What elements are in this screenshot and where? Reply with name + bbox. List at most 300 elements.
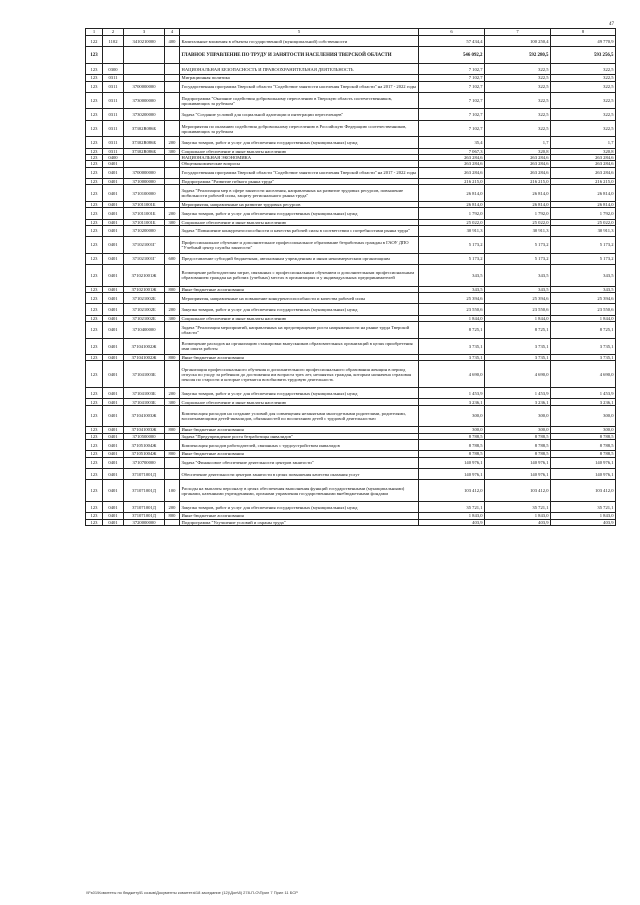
value-col-8: 1 792,0 (551, 208, 616, 219)
col-header: 2 (103, 29, 124, 36)
description: Обеспечение деятельности центров занятости в целях повышения качества оказания услуг (180, 469, 419, 480)
value-col-8: 23 550,6 (551, 304, 616, 315)
target-code: 371021001Г (124, 253, 165, 264)
admin-code: 123 (86, 338, 103, 355)
description: НАЦИОНАЛЬНАЯ ЭКОНОМИКА (180, 155, 419, 161)
section-code: 0311 (103, 137, 124, 148)
section-code: 0401 (103, 253, 124, 264)
expense-type: 300 (165, 148, 180, 154)
admin-code: 123 (86, 155, 103, 161)
target-code: 37302R086Б (124, 137, 165, 148)
description: Миграционная политика (180, 75, 419, 81)
admin-code: 123 (86, 292, 103, 303)
section-code: 0401 (103, 225, 124, 236)
admin-code: 123 (86, 480, 103, 502)
section-code: 0311 (103, 148, 124, 154)
target-code: 371011001Б (124, 208, 165, 219)
value-col-7: 100 250,4 (485, 36, 551, 47)
section-code: 0401 (103, 315, 124, 321)
expense-type (165, 81, 180, 92)
value-col-6: 57 434,4 (419, 36, 485, 47)
section-code: 0401 (103, 338, 124, 355)
value-col-6: 7 102,7 (419, 63, 485, 74)
value-col-6: 7 102,7 (419, 92, 485, 109)
expense-type: 800 (165, 513, 180, 519)
budget-table (85, 28, 616, 526)
admin-code: 123 (86, 201, 103, 207)
section-code: 0401 (103, 355, 124, 361)
value-col-6: 263 284,6 (419, 161, 485, 167)
table-row (86, 405, 616, 427)
value-col-8: 49 770,9 (551, 36, 616, 47)
section-code: 0401 (103, 201, 124, 207)
value-col-7: 8 788,5 (485, 451, 551, 457)
value-col-7: 343,5 (485, 286, 551, 292)
value-col-8: 3 236,1 (551, 399, 616, 405)
description: Закупка товаров, работ и услуг для обеспечения государственных (муниципальных) нужд (180, 501, 419, 512)
description: Возмещение работодателям затрат, связанных с профессиональным обучением и дополнительным профессиональным образованием граждан на рабочих (учебных) местах в организациях и у индивидуальных предпринимателей (180, 265, 419, 287)
expense-type (165, 109, 180, 120)
table-row (86, 137, 616, 148)
section-code: 0401 (103, 361, 124, 388)
value-col-7: 263 284,6 (485, 161, 551, 167)
value-col-7: 23 550,6 (485, 304, 551, 315)
admin-code: 123 (86, 47, 103, 64)
value-col-6: 403,9 (419, 519, 485, 525)
admin-code: 123 (86, 322, 103, 339)
table-row (86, 457, 616, 468)
target-code: 3410210000 (124, 36, 165, 47)
value-col-6: 7 102,7 (419, 109, 485, 120)
value-col-8: 30 911,3 (551, 225, 616, 236)
value-col-7: 1,7 (485, 137, 551, 148)
expense-type (165, 457, 180, 468)
value-col-8: 300,0 (551, 427, 616, 433)
section-code: 0311 (103, 120, 124, 137)
value-col-8: 26 814,0 (551, 201, 616, 207)
section-code: 0401 (103, 405, 124, 427)
value-col-7: 322,5 (485, 109, 551, 120)
description: Закупка товаров, работ и услуг для обеспечения государственных (муниципальных) нужд (180, 304, 419, 315)
admin-code: 123 (86, 148, 103, 154)
section-code: 0401 (103, 399, 124, 405)
col-header: 7 (485, 29, 551, 36)
value-col-7: 300,0 (485, 427, 551, 433)
value-col-8: 263 284,6 (551, 167, 616, 178)
admin-code: 122 (86, 36, 103, 47)
section-code: 0401 (103, 208, 124, 219)
description: Социальное обеспечение и иные выплаты населению (180, 315, 419, 321)
section-code: 0300 (103, 63, 124, 74)
value-col-7: 1 844,0 (485, 315, 551, 321)
value-col-8: 140 976,1 (551, 469, 616, 480)
value-col-6: 23 550,6 (419, 304, 485, 315)
expense-type (165, 185, 180, 202)
col-header: 6 (419, 29, 485, 36)
description: Мероприятия, направленные на развитие трудовых ресурсов (180, 201, 419, 207)
col-header: 5 (180, 29, 419, 36)
value-col-6: 5 173,2 (419, 237, 485, 254)
value-col-8: 322,5 (551, 120, 616, 137)
value-col-6: 300,0 (419, 405, 485, 427)
value-col-6: 30 911,3 (419, 225, 485, 236)
value-col-6: 1 792,0 (419, 208, 485, 219)
table-row (86, 388, 616, 399)
value-col-8: 263 284,6 (551, 161, 616, 167)
target-code: 371011001Б (124, 201, 165, 207)
admin-code: 123 (86, 109, 103, 120)
target-code: 3710400000 (124, 322, 165, 339)
value-col-6: 300,0 (419, 427, 485, 433)
value-col-7: 403,9 (485, 519, 551, 525)
description: Социальное обеспечение и иные выплаты населению (180, 148, 419, 154)
admin-code: 123 (86, 355, 103, 361)
value-col-6: 8 725,1 (419, 322, 485, 339)
value-col-8: 3 735,1 (551, 338, 616, 355)
admin-code: 123 (86, 92, 103, 109)
value-col-7: 103 412,0 (485, 480, 551, 502)
section-code: 0401 (103, 513, 124, 519)
value-col-8: 322,5 (551, 75, 616, 81)
description: Закупка товаров, работ и услуг для обеспечения государственных (муниципальных) нужд (180, 388, 419, 399)
target-code: 3730000000 (124, 92, 165, 109)
value-col-7: 592 280,5 (485, 47, 551, 64)
admin-code: 123 (86, 433, 103, 439)
value-col-7: 3 236,1 (485, 399, 551, 405)
admin-code: 123 (86, 237, 103, 254)
expense-type (165, 439, 180, 450)
target-code: 371021001Г (124, 237, 165, 254)
description: Иные бюджетные ассигнования (180, 286, 419, 292)
table-row (86, 208, 616, 219)
description: Компенсация расходов работодателей, связанных с трудоустройством инвалидов (180, 439, 419, 450)
description: Возмещение расходов на организацию стажировки выпускников образовательных организаций в целях приобретения ими опыта работы (180, 338, 419, 355)
description: Задача "Реализация мер в сфере занятости населения, направленных на развитие трудовых ресурсов, повышение мобильности рабочей силы, защиту регионального рынка труда" (180, 185, 419, 202)
value-col-8: 403,9 (551, 519, 616, 525)
description: Закупка товаров, работ и услуг для обеспечения государственных (муниципальных) нужд (180, 137, 419, 148)
value-col-7: 263 284,6 (485, 155, 551, 161)
value-col-7: 26 814,0 (485, 185, 551, 202)
description: Закупка товаров, работ и услуг для обеспечения государственных (муниципальных) нужд (180, 208, 419, 219)
target-code: 3700000000 (124, 167, 165, 178)
section-code: 0400 (103, 155, 124, 161)
value-col-6: 263 284,6 (419, 167, 485, 178)
expense-type: 200 (165, 501, 180, 512)
description: Государственная программа Тверской области "Содействие занятости населения Тверской области" на 2017 - 2022 годы (180, 167, 419, 178)
expense-type (165, 167, 180, 178)
admin-code: 123 (86, 253, 103, 264)
table-row (86, 322, 616, 339)
value-col-8: 593 256,5 (551, 47, 616, 64)
section-code: 0401 (103, 265, 124, 287)
target-code (124, 47, 165, 64)
expense-type (165, 361, 180, 388)
value-col-8: 1 453,9 (551, 388, 616, 399)
value-col-7: 343,5 (485, 265, 551, 287)
admin-code: 123 (86, 399, 103, 405)
table-row (86, 237, 616, 254)
section-code: 0401 (103, 480, 124, 502)
value-col-8: 25 394,6 (551, 292, 616, 303)
expense-type (165, 225, 180, 236)
target-code: 3710200000 (124, 225, 165, 236)
target-code: 371021002Б (124, 315, 165, 321)
value-col-7: 263 284,6 (485, 167, 551, 178)
value-col-6: 216 215,0 (419, 179, 485, 185)
value-col-6: 7 067,3 (419, 148, 485, 154)
section-code: 0401 (103, 388, 124, 399)
target-code: 3710000000 (124, 179, 165, 185)
value-col-7: 30 911,3 (485, 225, 551, 236)
description: Социальное обеспечение и иные выплаты населению (180, 399, 419, 405)
target-code: 371021001Ж (124, 265, 165, 287)
admin-code: 123 (86, 501, 103, 512)
section-code: 0311 (103, 75, 124, 81)
value-col-8: 26 814,0 (551, 185, 616, 202)
expense-type (165, 519, 180, 525)
target-code: 3720000000 (124, 519, 165, 525)
target-code: 371021002Б (124, 304, 165, 315)
target-code: 371021001Ж (124, 286, 165, 292)
value-col-7: 322,5 (485, 75, 551, 81)
table-row (86, 519, 616, 525)
expense-type: 300 (165, 315, 180, 321)
value-col-8: 322,5 (551, 63, 616, 74)
table-row (86, 304, 616, 315)
value-col-6: 140 976,1 (419, 469, 485, 480)
section-code: 0401 (103, 167, 124, 178)
admin-code: 123 (86, 439, 103, 450)
target-code: 371021002Б (124, 292, 165, 303)
admin-code: 123 (86, 75, 103, 81)
value-col-8: 343,5 (551, 286, 616, 292)
value-col-7: 140 976,1 (485, 457, 551, 468)
target-code: 3710700000 (124, 457, 165, 468)
admin-code: 123 (86, 304, 103, 315)
table-row (86, 185, 616, 202)
admin-code: 123 (86, 185, 103, 202)
value-col-6: 1 843,0 (419, 513, 485, 519)
section-code: 0401 (103, 433, 124, 439)
value-col-7: 1 843,0 (485, 513, 551, 519)
description: Капитальные вложения в объекты государственной (муниципальной) собственности (180, 36, 419, 47)
table-row (86, 109, 616, 120)
section-code: 0401 (103, 469, 124, 480)
description: Задача "Реализация мероприятий, направленных на предотвращение роста напряженности на рынке труда Тверской области" (180, 322, 419, 339)
value-col-6: 26 814,0 (419, 185, 485, 202)
expense-type (165, 265, 180, 287)
value-col-7: 216 215,0 (485, 179, 551, 185)
admin-code: 123 (86, 361, 103, 388)
section-code: 0401 (103, 501, 124, 512)
description: Расходы на выплаты персоналу в целях обеспечения выполнения функций государственными (муниципальными) органами, казенными учреждениями, органами управления государственными внебюджетными фондами (180, 480, 419, 502)
value-col-8: 300,0 (551, 405, 616, 427)
value-col-8: 1 843,0 (551, 513, 616, 519)
value-col-6: 103 412,0 (419, 480, 485, 502)
target-code (124, 63, 165, 74)
footer-file-path: \\Fs01\Комитеты по бюджету\Б созыв\Документы комитета\18 заседание (12)\Доп\8) 278-П-О\Прил 7 Прил 11 БСР (86, 890, 298, 895)
table-row (86, 253, 616, 264)
col-header: 3 (124, 29, 165, 36)
table-body (86, 36, 616, 526)
value-col-8: 5 173,2 (551, 253, 616, 264)
value-col-6: 4 690,0 (419, 361, 485, 388)
description: Профессиональное обучение и дополнительное профессиональное образование безработных граждан в ГАОУ ДПО "Учебный центр службы занятости" (180, 237, 419, 254)
table-row (86, 120, 616, 137)
table-row (86, 63, 616, 74)
expense-type (165, 338, 180, 355)
expense-type: 200 (165, 208, 180, 219)
table-row (86, 81, 616, 92)
value-col-8: 263 284,6 (551, 155, 616, 161)
value-col-8: 322,5 (551, 109, 616, 120)
value-col-7: 35 721,1 (485, 501, 551, 512)
expense-type: 800 (165, 427, 180, 433)
admin-code: 123 (86, 286, 103, 292)
value-col-6: 7 102,7 (419, 120, 485, 137)
value-col-7: 25 394,6 (485, 292, 551, 303)
value-col-8: 140 976,1 (551, 457, 616, 468)
value-col-8: 8 788,5 (551, 451, 616, 457)
target-code: 371041003Ж (124, 405, 165, 427)
target-code: 371071001Д (124, 501, 165, 512)
value-col-8: 1,7 (551, 137, 616, 148)
value-col-6: 343,5 (419, 265, 485, 287)
section-code: 0311 (103, 92, 124, 109)
target-code: 3710100000 (124, 185, 165, 202)
description: Мероприятия по оказанию содействия добровольному переселению в Российскую Федерацию соотечественников, проживающих за рубежом (180, 120, 419, 137)
section-code: 0401 (103, 427, 124, 433)
value-col-8: 216 215,0 (551, 179, 616, 185)
value-col-6: 25 022,0 (419, 219, 485, 225)
description: Иные бюджетные ассигнования (180, 451, 419, 457)
value-col-6: 25 394,6 (419, 292, 485, 303)
expense-type (165, 469, 180, 480)
table-row (86, 439, 616, 450)
admin-code: 123 (86, 120, 103, 137)
value-col-6: 35,4 (419, 137, 485, 148)
table-row (86, 292, 616, 303)
section-code: 0311 (103, 109, 124, 120)
section-code: 0401 (103, 237, 124, 254)
description: Социальное обеспечение и иные выплаты населению (180, 219, 419, 225)
col-header: 1 (86, 29, 103, 36)
description: Задача "Повышение конкурентоспособности и качества рабочей силы в соответствии с потребностями рынка труда" (180, 225, 419, 236)
value-col-7: 5 173,2 (485, 237, 551, 254)
admin-code: 123 (86, 427, 103, 433)
admin-code: 123 (86, 513, 103, 519)
target-code: 371041002Ж (124, 338, 165, 355)
page-number: 47 (609, 22, 614, 27)
value-col-7: 322,5 (485, 92, 551, 109)
description: Задача "Предупреждение роста безработицы инвалидов" (180, 433, 419, 439)
description: НАЦИОНАЛЬНАЯ БЕЗОПАСНОСТЬ И ПРАВООХРАНИТЕЛЬНАЯ ДЕЯТЕЛЬНОСТЬ (180, 63, 419, 74)
section-code: 0401 (103, 322, 124, 339)
expense-type: 200 (165, 137, 180, 148)
admin-code: 123 (86, 219, 103, 225)
section-code: 0401 (103, 451, 124, 457)
table-row (86, 47, 616, 64)
target-code: 371041003Б (124, 388, 165, 399)
description: Иные бюджетные ассигнования (180, 427, 419, 433)
expense-type: 300 (165, 219, 180, 225)
table-row (86, 92, 616, 109)
section-code: 0401 (103, 179, 124, 185)
target-code: 371041002Ж (124, 355, 165, 361)
header-row (86, 29, 616, 36)
value-col-7: 140 976,1 (485, 469, 551, 480)
target-code: 371051004Ж (124, 439, 165, 450)
admin-code: 123 (86, 519, 103, 525)
section-code: 0401 (103, 457, 124, 468)
description: Организация профессионального обучения и дополнительного профессионального образования женщин в период отпуска по уходу за ребенком до достижения им возраста трех лет, незанятых граждан, которым назначена страховая пенсия по старости и которые стремятся возобновить трудовую деятельность (180, 361, 419, 388)
value-col-8: 5 173,2 (551, 237, 616, 254)
table-row (86, 265, 616, 287)
admin-code: 123 (86, 405, 103, 427)
expense-type: 200 (165, 388, 180, 399)
value-col-8: 25 022,0 (551, 219, 616, 225)
value-col-7: 4 690,0 (485, 361, 551, 388)
expense-type (165, 322, 180, 339)
value-col-8: 322,5 (551, 81, 616, 92)
expense-type (165, 237, 180, 254)
target-code: 3730200000 (124, 109, 165, 120)
value-col-7: 25 022,0 (485, 219, 551, 225)
admin-code: 123 (86, 167, 103, 178)
table-row (86, 501, 616, 512)
col-header: 8 (551, 29, 616, 36)
value-col-8: 103 412,0 (551, 480, 616, 502)
value-col-6: 8 788,5 (419, 439, 485, 450)
expense-type: 400 (165, 36, 180, 47)
expense-type (165, 292, 180, 303)
value-col-8: 35 721,1 (551, 501, 616, 512)
expense-type: 800 (165, 286, 180, 292)
section-code: 0401 (103, 304, 124, 315)
value-col-7: 322,5 (485, 120, 551, 137)
value-col-7: 8 788,5 (485, 439, 551, 450)
target-code: 371051004Ж (124, 451, 165, 457)
value-col-6: 8 788,5 (419, 451, 485, 457)
section-code: 1102 (103, 36, 124, 47)
description: Задача "Создание условий для социальной адаптации и интеграции переселенцев" (180, 109, 419, 120)
value-col-6: 343,5 (419, 286, 485, 292)
section-code: 0401 (103, 286, 124, 292)
admin-code: 123 (86, 208, 103, 219)
table-row (86, 469, 616, 480)
expense-type (165, 47, 180, 64)
value-col-8: 343,5 (551, 265, 616, 287)
value-col-7: 320,8 (485, 148, 551, 154)
target-code: 371041003Ж (124, 427, 165, 433)
expense-type (165, 63, 180, 74)
description: Подпрограмма "Оказание содействия добровольному переселению в Тверскую область соотечественников, проживающих за рубежом" (180, 92, 419, 109)
table-row (86, 36, 616, 47)
expense-type: 100 (165, 480, 180, 502)
target-code: 3710500000 (124, 433, 165, 439)
value-col-6: 3 236,1 (419, 399, 485, 405)
admin-code: 123 (86, 137, 103, 148)
admin-code: 123 (86, 81, 103, 92)
description: Иные бюджетные ассигнования (180, 355, 419, 361)
value-col-6: 5 173,2 (419, 253, 485, 264)
value-col-7: 1 453,9 (485, 388, 551, 399)
description: Иные бюджетные ассигнования (180, 513, 419, 519)
value-col-7: 26 814,0 (485, 201, 551, 207)
expense-type: 800 (165, 355, 180, 361)
value-col-7: 3 735,1 (485, 338, 551, 355)
target-code: 371041003Б (124, 399, 165, 405)
